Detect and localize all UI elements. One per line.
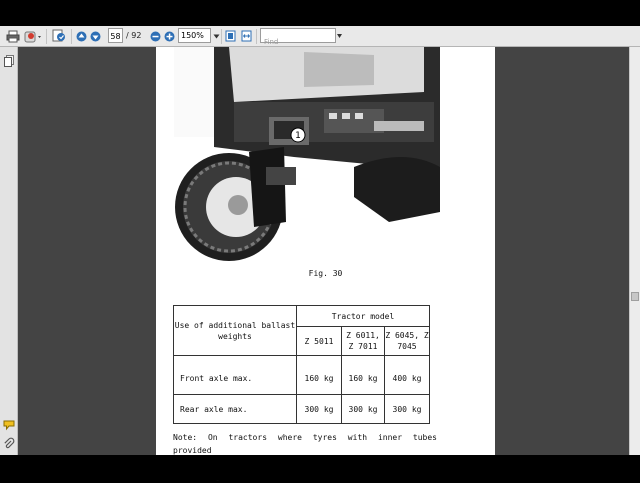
zoom-in-button[interactable] xyxy=(163,28,176,44)
zoom-dropdown-button[interactable] xyxy=(212,28,221,44)
comment-icon xyxy=(3,420,15,430)
tractor-photo xyxy=(174,47,440,261)
pages-panel-button[interactable] xyxy=(4,52,14,71)
share-button[interactable] xyxy=(23,28,43,44)
ballast-weights-table xyxy=(173,305,430,424)
document-icon xyxy=(51,29,66,43)
table-row-header: Use of additional ballast weights xyxy=(174,306,297,356)
next-page-icon xyxy=(90,31,101,42)
vertical-scrollbar[interactable] xyxy=(629,47,640,455)
tractor-model-header: Tractor model xyxy=(297,306,430,327)
attachments-panel-button[interactable] xyxy=(3,435,15,454)
previous-page-button[interactable] xyxy=(75,28,88,44)
fit-width-icon xyxy=(241,30,252,42)
model-header: Z 5011 xyxy=(297,327,342,356)
zoom-in-icon xyxy=(164,31,175,42)
navigation-pane xyxy=(0,47,18,455)
page-total-label: / 92 xyxy=(126,31,142,40)
fit-width-button[interactable] xyxy=(240,28,253,44)
pdf-page xyxy=(156,47,495,455)
zoom-out-icon xyxy=(150,31,161,42)
window-bottom-bar xyxy=(0,455,640,480)
print-button[interactable] xyxy=(5,28,21,44)
figure-marker: 1 xyxy=(295,131,301,141)
share-icon xyxy=(24,30,42,43)
window-top-bar xyxy=(0,0,640,26)
pdf-toolbar xyxy=(0,26,640,47)
table-row xyxy=(174,395,430,424)
toolbar-separator xyxy=(71,29,72,44)
page-number-input[interactable]: 58 xyxy=(108,28,123,43)
table-row xyxy=(174,356,430,395)
find-box xyxy=(260,28,336,43)
model-header: Z 6045, Z 7045 xyxy=(385,327,430,356)
attachment-icon xyxy=(3,438,15,450)
fit-page-icon xyxy=(225,30,236,42)
row-label: Rear axle max. xyxy=(174,395,297,424)
table-cell: 300 kg xyxy=(342,395,385,424)
find-options-button[interactable] xyxy=(336,28,343,44)
zoom-out-button[interactable] xyxy=(149,28,162,44)
table-cell: 160 kg xyxy=(342,356,385,395)
model-header: Z 6011, Z 7011 xyxy=(342,327,385,356)
prev-page-icon xyxy=(76,31,87,42)
document-viewer[interactable] xyxy=(18,47,629,455)
zoom-level-select[interactable] xyxy=(178,28,211,43)
scrollbar-thumb[interactable] xyxy=(631,292,639,301)
print-icon xyxy=(6,30,20,43)
toolbar-separator xyxy=(46,29,47,44)
fit-page-button[interactable] xyxy=(224,28,237,44)
table-cell: 300 kg xyxy=(385,395,430,424)
table-cell: 160 kg xyxy=(297,356,342,395)
toolbar-separator xyxy=(221,29,222,44)
figure-caption: Fig. 30 xyxy=(308,269,343,278)
dropdown-icon xyxy=(213,34,220,39)
next-page-button[interactable] xyxy=(89,28,102,44)
zoom-level-value: 150% xyxy=(181,31,204,40)
document-properties-button[interactable] xyxy=(50,28,67,44)
toolbar-separator xyxy=(256,29,257,44)
comments-panel-button[interactable] xyxy=(3,415,15,434)
dropdown-icon xyxy=(337,34,342,38)
row-label: Front axle max. xyxy=(174,356,297,395)
note-line: Note: On tractors where tyres with inner tubes provided xyxy=(173,433,437,455)
table-cell: 300 kg xyxy=(297,395,342,424)
pages-icon xyxy=(4,55,14,67)
table-cell: 400 kg xyxy=(385,356,430,395)
